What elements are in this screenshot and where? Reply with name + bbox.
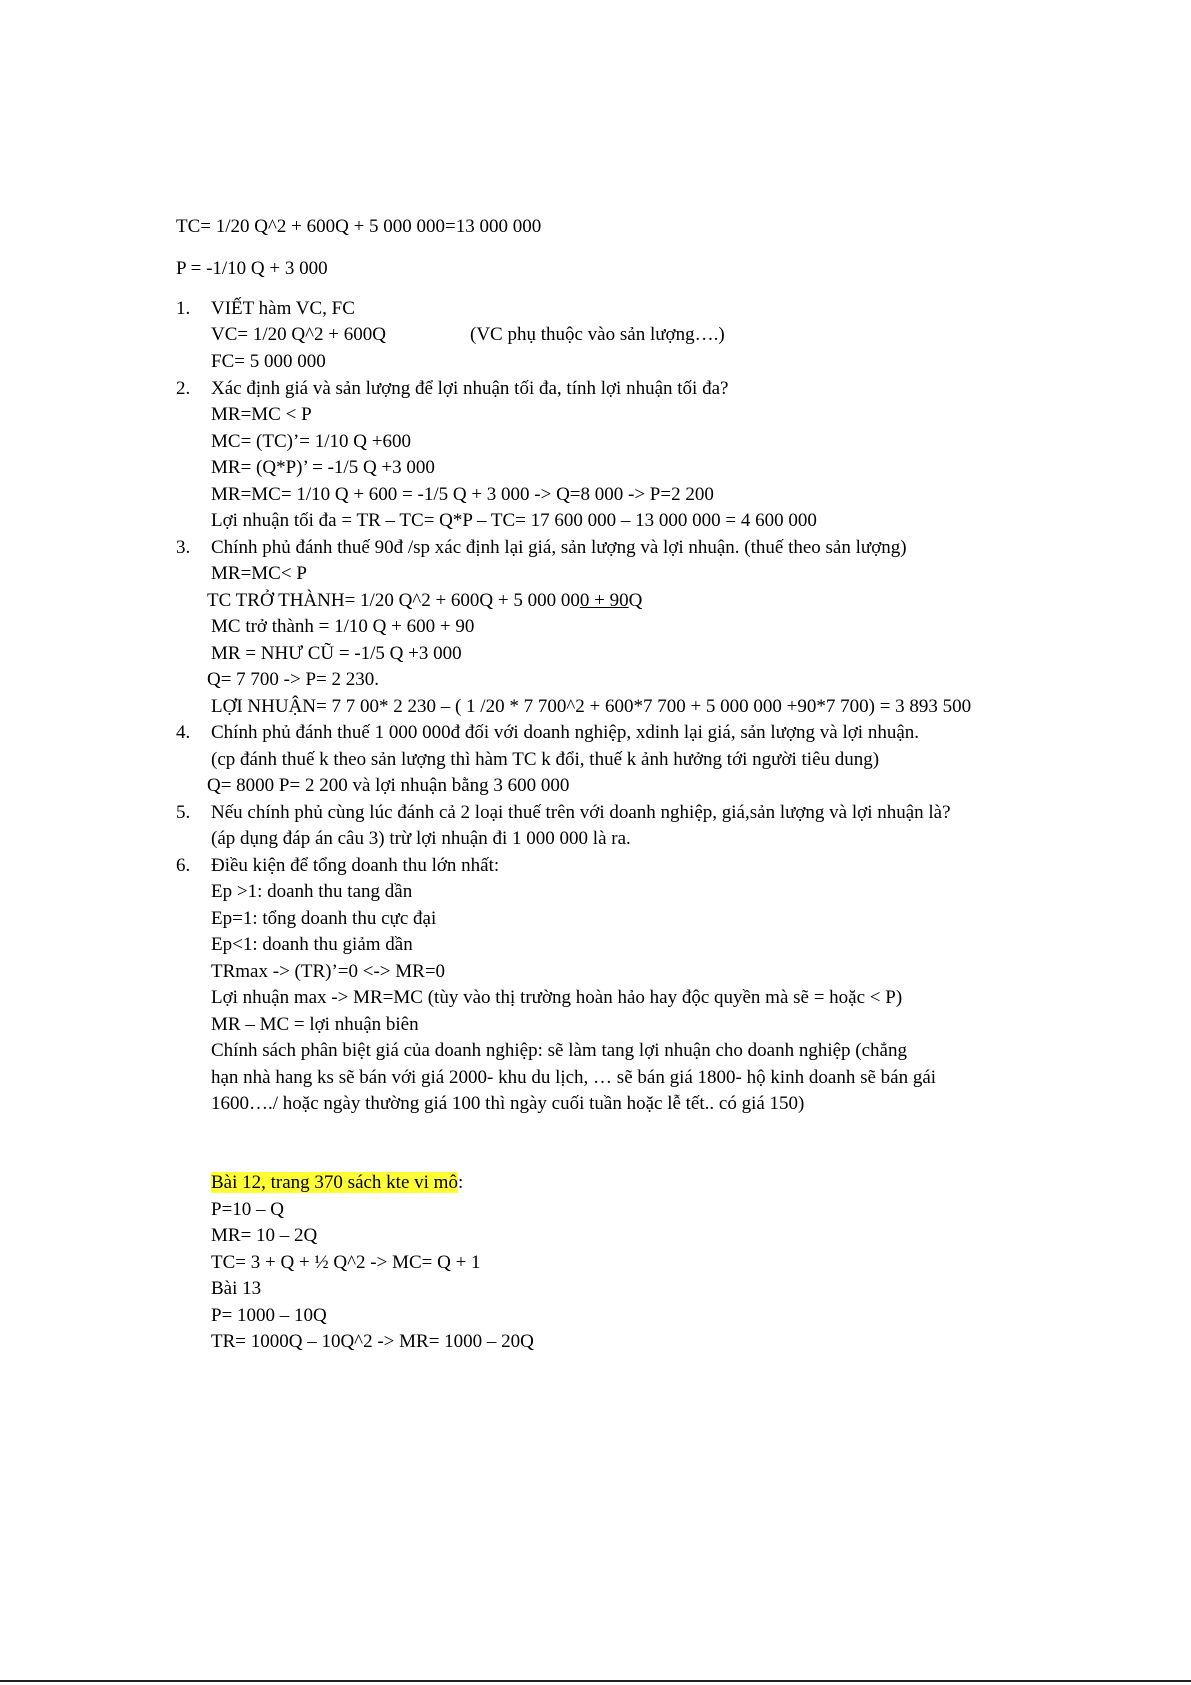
item-4-title: Chính phủ đánh thuế 1 000 000đ đối với doanh nghiệp, xdinh lại giá, sản lượng và lợi nhuận.: [211, 722, 920, 743]
item-3-title: Chính phủ đánh thuế 90đ /sp xác định lại giá, sản lượng và lợi nhuận. (thuế theo sản lượng): [211, 537, 907, 558]
item-5-note: (áp dụng đáp án câu 3) trừ lợi nhuận đi 1 000 000 là ra.: [211, 828, 631, 849]
item-6-title: Điều kiện để tổng doanh thu lớn nhất:: [211, 855, 500, 876]
item-6-number: 6.: [176, 855, 191, 876]
item-4-result: Q= 8000 P= 2 200 và lợi nhuận bằng 3 600 000: [207, 775, 570, 796]
item-1-title: VIẾT hàm VC, FC: [211, 298, 355, 319]
item-3-tc-new: [207, 590, 642, 612]
item-3-tc-part: TC TRỞ THÀNH= 1/20 Q^2 + 600Q + 5 000 00: [207, 590, 580, 611]
item-1-vc: VC= 1/20 Q^2 + 600Q: [211, 324, 386, 345]
item-2-line: MR= (Q*P)’ = -1/5 Q +3 000: [211, 457, 435, 478]
item-6-line: Ep >1: doanh thu tang dần: [211, 881, 413, 902]
item-2-line: Lợi nhuận tối đa = TR – TC= Q*P – TC= 17 600 000 – 13 000 000 = 4 600 000: [211, 510, 817, 531]
item-2-line: MR=MC < P: [211, 404, 312, 425]
item-3-q: Q= 7 700 -> P= 2 230.: [207, 669, 380, 690]
item-3-tc-tail: Q: [628, 590, 643, 611]
exercise-line: MR= 10 – 2Q: [211, 1225, 318, 1246]
exercise-line: P= 1000 – 10Q: [211, 1305, 327, 1326]
price-equation: P = -1/10 Q + 3 000: [176, 258, 328, 279]
item-5-number: 5.: [176, 802, 191, 823]
item-3-number: 3.: [176, 537, 191, 558]
tc-equation: TC= 1/20 Q^2 + 600Q + 5 000 000=13 000 000: [176, 216, 542, 237]
item-5-title: Nếu chính phủ cùng lúc đánh cả 2 loại thuế trên với doanh nghiệp, giá,sản lượng và lợi nhuận là?: [211, 802, 951, 823]
item-3-mr: MR = NHƯ CŨ = -1/5 Q +3 000: [211, 643, 462, 664]
item-6-line: 1600…./ hoặc ngày thường giá 100 thì ngày cuối tuần hoặc lễ tết.. có giá 150): [211, 1093, 805, 1114]
item-2-title: Xác định giá và sản lượng để lợi nhuận tối đa, tính lợi nhuận tối đa?: [211, 378, 729, 399]
item-6-line: Ep<1: doanh thu giảm dần: [211, 934, 413, 955]
exercise-13-heading: Bài 13: [211, 1278, 262, 1299]
exercise-line: P=10 – Q: [211, 1199, 285, 1220]
item-3-tc-underlined: 0 + 90: [579, 590, 629, 611]
exercise-12-heading: [211, 1172, 463, 1194]
item-6-line: MR – MC = lợi nhuận biên: [211, 1014, 419, 1035]
item-1-fc: FC= 5 000 000: [211, 351, 326, 372]
exercise-line: TR= 1000Q – 10Q^2 -> MR= 1000 – 20Q: [211, 1331, 534, 1352]
item-6-line: Chính sách phân biệt giá của doanh nghiệp: sẽ làm tang lợi nhuận cho doanh nghiệp (chẳng: [211, 1040, 907, 1061]
item-6-line: Ep=1: tổng doanh thu cực đại: [211, 908, 437, 929]
heading-colon: :: [457, 1172, 464, 1193]
item-3-profit: LỢI NHUẬN= 7 7 00* 2 230 – ( 1 /20 * 7 700^2 + 600*7 700 + 5 000 000 +90*7 700) = 3 893 500: [211, 696, 972, 717]
item-2-line: MC= (TC)’= 1/10 Q +600: [211, 431, 411, 452]
item-1-number: 1.: [176, 298, 191, 319]
item-1-note: (VC phụ thuộc vào sản lượng….): [470, 324, 725, 345]
item-4-note: (cp đánh thuế k theo sản lượng thì hàm TC k đổi, thuế k ảnh hưởng tới người tiêu dung): [211, 749, 880, 770]
item-3-mc: MC trở thành = 1/10 Q + 600 + 90: [211, 616, 475, 637]
item-4-number: 4.: [176, 722, 191, 743]
item-2-number: 2.: [176, 378, 191, 399]
item-6-line: TRmax -> (TR)’=0 <-> MR=0: [211, 961, 446, 982]
highlighted-heading: Bài 12, trang 370 sách kte vi mô: [211, 1172, 458, 1193]
item-3-line: MR=MC< P: [211, 563, 307, 584]
page-bottom-border: [0, 1680, 1191, 1682]
item-6-line: Lợi nhuận max -> MR=MC (tùy vào thị trường hoàn hảo hay độc quyền mà sẽ = hoặc < P): [211, 987, 903, 1008]
item-6-line: hạn nhà hang ks sẽ bán với giá 2000- khu du lịch, … sẽ bán giá 1800- hộ kinh doanh sẽ bán gái: [211, 1067, 937, 1088]
exercise-line: TC= 3 + Q + ½ Q^2 -> MC= Q + 1: [211, 1252, 481, 1273]
item-2-line: MR=MC= 1/10 Q + 600 = -1/5 Q + 3 000 -> Q=8 000 -> P=2 200: [211, 484, 714, 505]
